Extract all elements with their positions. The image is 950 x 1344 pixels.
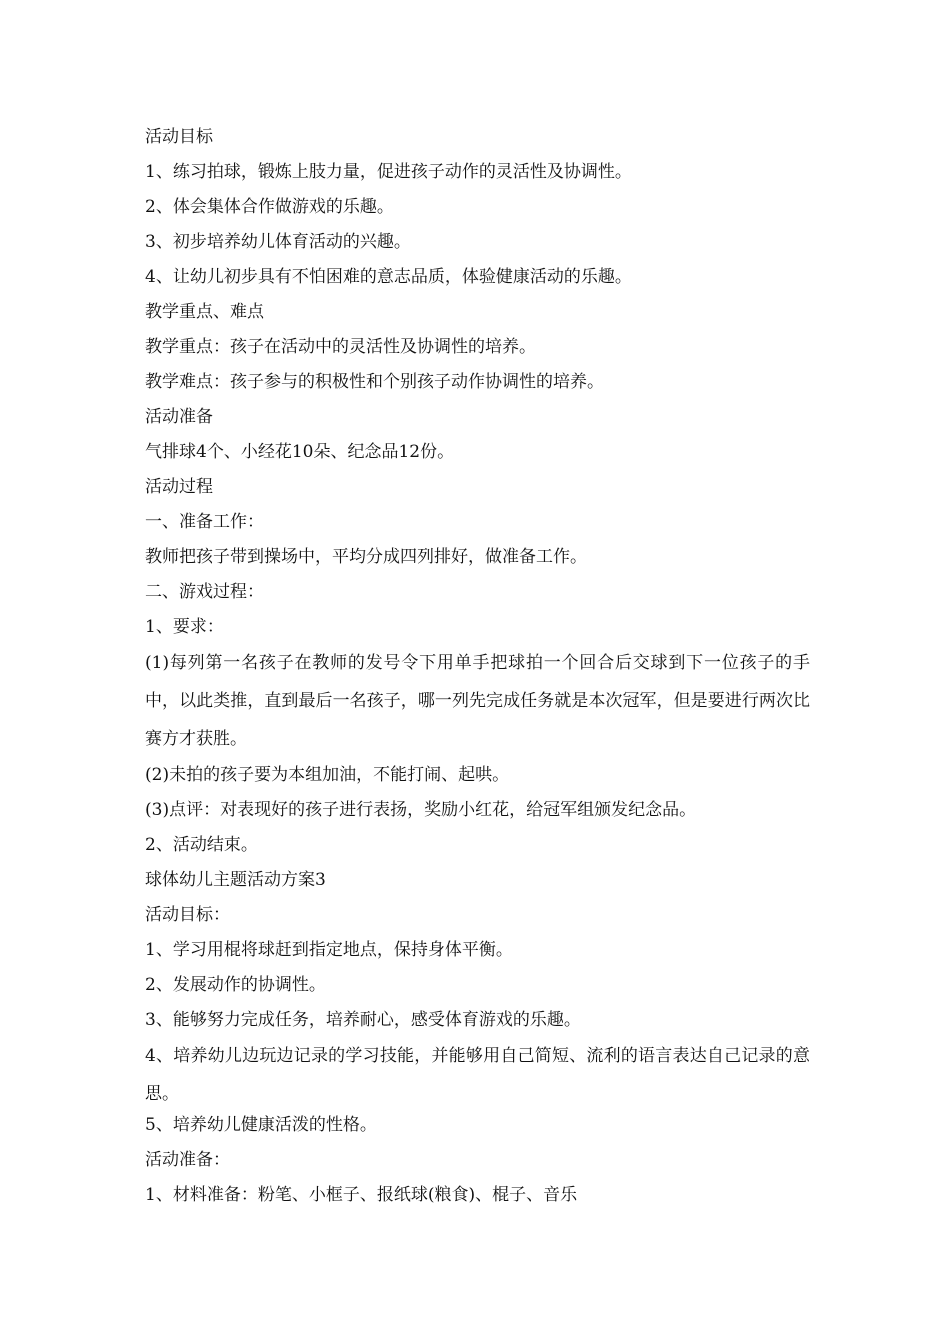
goal-item-3: 3、初步培养幼儿体育活动的兴趣。: [145, 232, 411, 252]
heading-activity-goals-2: 活动目标：: [145, 905, 230, 925]
document-body: [145, 120, 810, 1213]
goal-item-1: 1、练习拍球，锻炼上肢力量，促进孩子动作的灵活性及协调性。: [145, 162, 632, 182]
requirements-heading: 1、要求：: [145, 617, 224, 637]
key-point: 教学重点：孩子在活动中的灵活性及协调性的培养。: [145, 337, 536, 357]
heading-preparation: 活动准备: [145, 407, 213, 427]
step-heading-warmup: 一、准备工作：: [145, 512, 264, 532]
warmup-text: 教师把孩子带到操场中，平均分成四列排好，做准备工作。: [145, 547, 587, 567]
requirement-1: (1)每列第一名孩子在教师的发号令下用单手把球拍一个回合后交球到下一位孩子的手中，以此类推，直到最后一名孩子，哪一列先完成任务就是本次冠军，但是要进行两次比赛方才获胜。: [145, 653, 810, 749]
heading-preparation-2: 活动准备：: [145, 1150, 230, 1170]
difficult-point: 教学难点：孩子参与的积极性和个别孩子动作协调性的培养。: [145, 372, 604, 392]
requirement-3: (3)点评：对表现好的孩子进行表扬，奖励小红花，给冠军组颁发纪念品。: [145, 800, 697, 820]
goal2-item-5: 5、培养幼儿健康活泼的性格。: [145, 1115, 377, 1135]
preparation-materials: 气排球4个、小经花10朵、纪念品12份。: [145, 442, 455, 462]
goal2-item-2: 2、发展动作的协调性。: [145, 975, 326, 995]
goal2-item-3: 3、能够努力完成任务，培养耐心，感受体育游戏的乐趣。: [145, 1010, 581, 1030]
goal-item-2: 2、体会集体合作做游戏的乐趣。: [145, 197, 394, 217]
activity-end: 2、活动结束。: [145, 835, 258, 855]
requirement-2: (2)未拍的孩子要为本组加油，不能打闹、起哄。: [145, 765, 510, 785]
heading-key-points: 教学重点、难点: [145, 302, 264, 322]
step-heading-game: 二、游戏过程：: [145, 582, 264, 602]
goal2-item-4: 4、培养幼儿边玩边记录的学习技能，并能够用自己简短、流利的语言表达自己记录的意思。: [145, 1046, 810, 1104]
goal2-item-1: 1、学习用棍将球赶到指定地点，保持身体平衡。: [145, 940, 513, 960]
materials-item-1: 1、材料准备：粉笔、小框子、报纸球(粮食)、棍子、音乐: [145, 1185, 578, 1205]
section-title-plan-3: 球体幼儿主题活动方案3: [145, 870, 326, 890]
heading-activity-goals: 活动目标: [145, 127, 213, 147]
goal-item-4: 4、让幼儿初步具有不怕困难的意志品质，体验健康活动的乐趣。: [145, 267, 632, 287]
heading-process: 活动过程: [145, 477, 213, 497]
